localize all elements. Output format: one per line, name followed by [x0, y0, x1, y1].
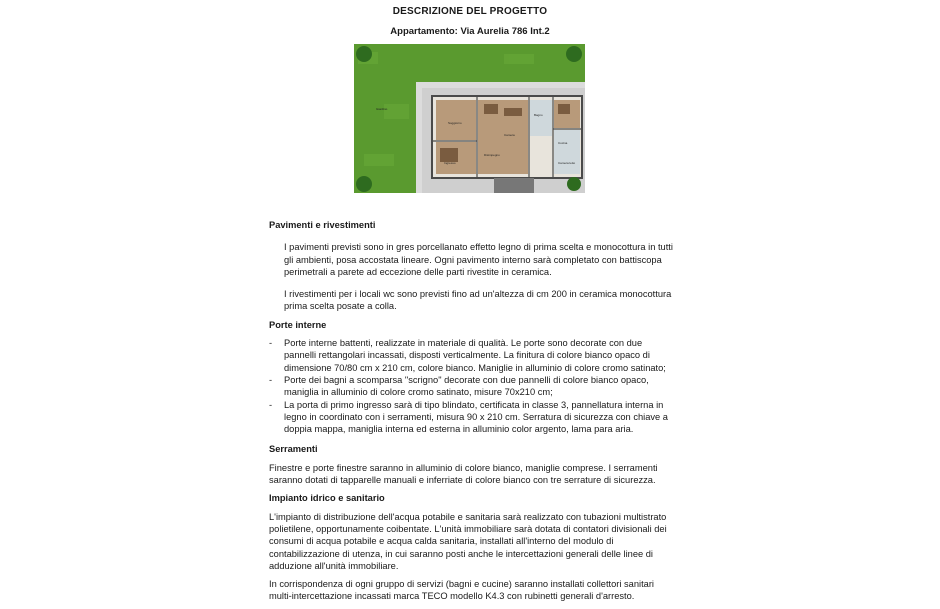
svg-text:Giardino: Giardino	[376, 107, 388, 111]
section-heading-pavimenti: Pavimenti e rivestimenti	[269, 220, 376, 230]
svg-text:Ingresso: Ingresso	[444, 161, 456, 165]
list-dash: -	[269, 338, 273, 349]
svg-text:Camera letto: Camera letto	[558, 161, 576, 165]
list-item-text: Porte dei bagni a scomparsa "scrigno" decorate con due pannelli di colore bianco opaco, maniglia in alluminio di colore cromo satinato, misure 70x210 cm;	[284, 374, 649, 398]
collettori-paragraph: In corrispondenza di ogni gruppo di servizi (bagni e cucine) saranno installati collettori sanitari multi-intercettazione incassati marca TECO modello K4.3 con rubinetti generali d'arresto.	[269, 579, 654, 602]
svg-text:Cucina: Cucina	[558, 141, 568, 145]
svg-text:Soggiorno: Soggiorno	[448, 121, 462, 125]
section-heading-serramenti: Serramenti	[269, 444, 318, 455]
list-item-text: La porta di primo ingresso sarà di tipo blindato, certificata in classe 3, pannellatura interna in legno in coordinato con i serramenti, misura 90 x 210 cm. Serratura di sicurezza con chiave a doppia mappa, maniglia interna ed esterna in alluminio color argento, lama para aria.	[284, 399, 668, 435]
svg-text:Disimpegno: Disimpegno	[484, 153, 500, 157]
porte-list	[269, 337, 674, 435]
floor-plan-image	[354, 44, 585, 193]
project-description	[269, 219, 674, 609]
list-item	[269, 337, 674, 374]
rivestimenti-paragraph: I rivestimenti per i locali wc sono previsti fino ad un'altezza di cm 200 in ceramica monocottura prima scelta posate a colla.	[284, 289, 672, 312]
impianto-paragraph: L'impianto di distribuzione dell'acqua potabile e sanitaria sarà realizzato con tubazioni multistrato polietilene, opportunamente coibentate. L'unità immobiliare sarà dotata di contatori divisionali dei consumi di acqua potabile e acqua calda sanitaria, installati all'interno del modulo di contabilizzazione di utenza, in cui saranno posti anche le intercettazioni generali delle linee di adduzione all'unità immobiliare.	[269, 511, 667, 571]
section-heading-porte: Porte interne	[269, 319, 327, 330]
apartment-address: Appartamento: Via Aurelia 786 Int.2	[390, 26, 550, 37]
svg-text:Camera: Camera	[504, 133, 515, 137]
pavimenti-paragraph: I pavimenti previsti sono in gres porcellanato effetto legno di prima scelta e monocottura in tutti gli ambienti, posa accostata lineare. Ogni pavimento interno sarà completato con battiscopa perimetrali a parete ad eccezione delle parti rivestite in ceramica.	[284, 242, 673, 277]
document-title: DESCRIZIONE DEL PROGETTO	[392, 6, 548, 17]
list-dash: -	[269, 374, 273, 385]
list-item	[269, 374, 674, 399]
section-heading-impianto: Impianto idrico e sanitario	[269, 493, 385, 504]
serramenti-paragraph: Finestre e porte finestre saranno in alluminio di colore bianco, maniglie comprese. I serramenti saranno dotati di tapparelle manuali e inferriate di colore bianco con tre serrature di sicurezza.	[269, 462, 658, 486]
list-item	[269, 399, 674, 436]
list-dash: -	[269, 399, 273, 410]
svg-text:Bagno: Bagno	[534, 113, 543, 117]
list-item-text: Porte interne battenti, realizzate in materiale di qualità. Le porte sono decorate con due pannelli rettangolari incassati, disposti verticalmente. La finitura di colore bianco opaco di dimensione 70/80 cm x 210 cm, colore bianco. Maniglie in alluminio di colore cromo satinato;	[284, 338, 666, 373]
